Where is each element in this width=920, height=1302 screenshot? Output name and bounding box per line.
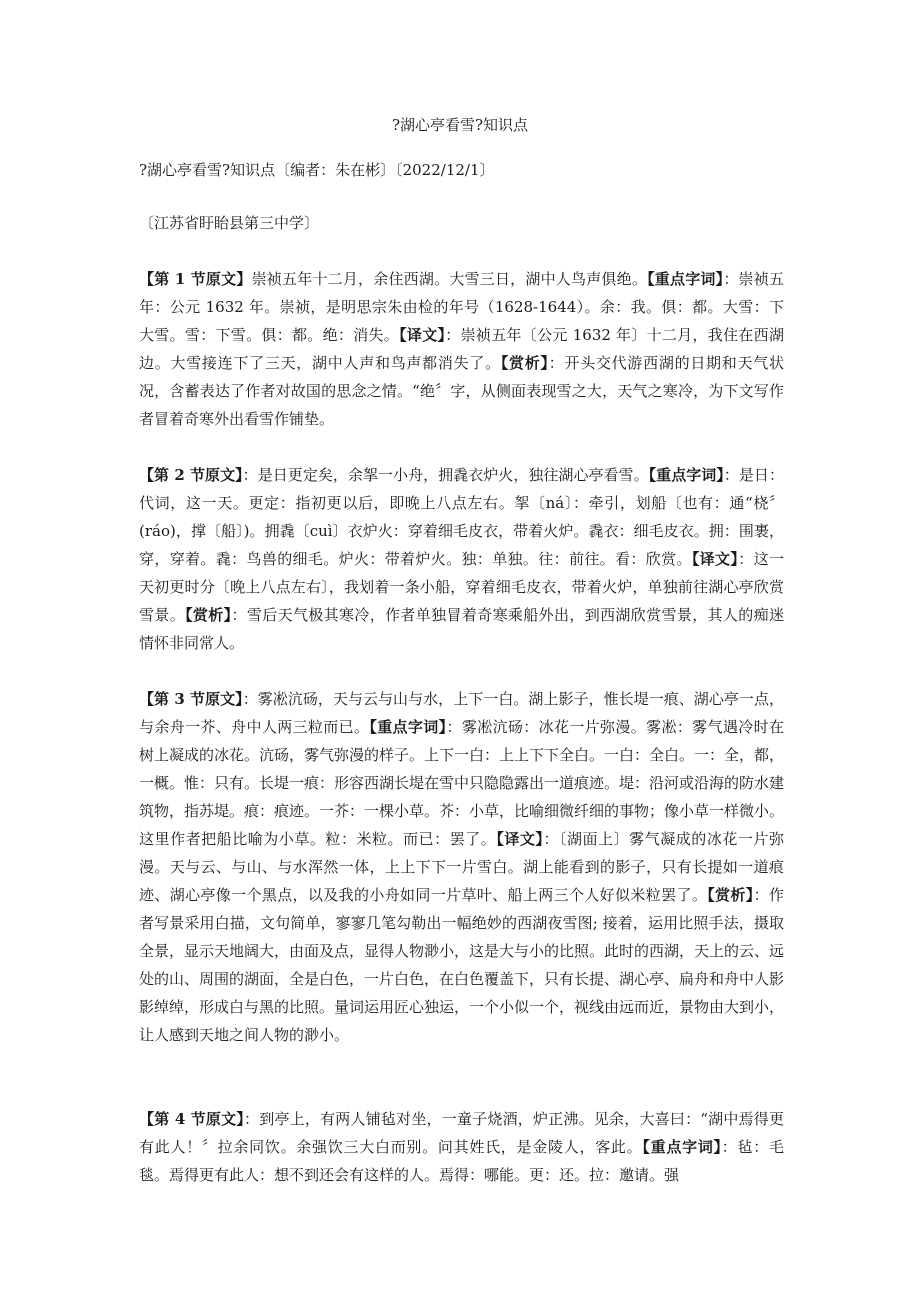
section-text: ：这一天初更时分〔晚上八点左右〕，我划着一条小船，穿着细毛皮衣，带着火炉，单独前往湖心亭欣赏雪景。 [139,550,784,624]
section-heading-marker: 【重点字词】 [647,270,724,288]
section-4-paragraph [139,1105,784,1189]
section-heading-marker: 【赏析】 [707,886,754,904]
section-2-paragraph [139,461,784,657]
section-3-paragraph [139,685,784,1049]
section-text: 崇祯五年十二月，余住西湖。大雪三日，湖中人鸟声俱绝。 [251,270,648,288]
section-text: ：是日更定矣，余挐一小舟，拥毳衣炉火，独往湖心亭看雪。 [242,466,649,484]
section-text: ：毡：毛毯。焉得更有此人：想不到还会有这样的人。焉得：哪能。更：还。拉：邀请。强 [139,1138,784,1184]
section-text: ：雾凇沆砀，天与云与山与水，上下一白。湖上影子，惟长堤一痕、湖心亭一点，与余舟一芥、舟中人两三粒而已。 [139,690,784,736]
section-heading-marker: 【重点字词】 [642,1138,722,1156]
section-text: ：开头交代游西湖的日期和天气状况，含蓄表达了作者对故国的思念之情。“绝〞字，从侧面表现雪之大，天气之寒冷，为下文写作者冒着奇寒外出看雪作铺垫。 [139,354,784,428]
school-name: 〔江苏省盱眙县第三中学〕 [139,214,320,232]
section-text: ：是日：代词，这一天。更定：指初更以后，即晚上八点左右。挐〔ná〕：牵引，划船〔也有：通“桡〞(ráo)，撑〔船〕)。拥毳〔cuì〕衣炉火：穿着细毛皮衣，带着火炉。毳衣：细毛皮衣。拥：围裹，穿，穿着。毳：鸟兽的细毛。炉火：带着炉火。独：单独。往：前往。看：欣赏。 [139,466,784,568]
section-heading-marker: 【译文】 [691,550,739,568]
section-heading-marker: 【赏析】 [185,606,232,624]
section-heading-marker: 【重点字词】 [648,466,724,484]
section-text: ：作者写景采用白描，文句简单，寥寥几笔勾勒出一幅绝妙的西湖夜雪图; 接着，运用比照手法，摄取全景，显示天地阔大，由面及点，显得人物渺小，这是大与小的比照。此时的西湖，天上的云、远处的山、周围的湖面，全是白色，一片白色，在白色覆盖下，只有长提、湖心亭、扁舟和舟中人影影绰绰，形成白与黑的比照。量词运用匠心独运，一个小似一个，视线由远而近，景物由大到小，让人感到天地之间人物的渺小。 [139,886,785,1044]
section-1-paragraph [139,265,784,433]
section-4-label: 【第 4 节原文】 [139,1110,245,1128]
section-text: ：雾凇沆砀：冰花一片弥漫。雾凇：雾气遇冷时在树上凝成的冰花。沆砀，雾气弥漫的样子。上下一白：上上下下全白。一白：全白。一：全，都，一概。惟：只有。长堤一痕：形容西湖长堤在雪中只隐隐露出一道痕迹。堤：沿河或沿海的防水建筑物，指苏堤。痕：痕迹。一芥：一棵小草。芥：小草，比喻细微纤细的事物；像小草一样微小。这里作者把船比喻为小草。粒：米粒。而已：罢了。 [139,718,785,848]
section-text: ：雪后天气极其寒冷，作者单独冒着奇寒乘船外出，到西湖欣赏雪景，其人的痴迷情怀非同常人。 [139,606,784,652]
page-title: ?湖心亭看雪?知识点 [391,116,529,134]
section-heading-marker: 【赏析】 [500,354,549,372]
section-text: ：到亭上，有两人铺毡对坐，一童子烧酒，炉正沸。见余，大喜曰：“湖中焉得更有此人！〞拉余同饮。余强饮三大白而别。问其姓氏，是金陵人，客此。 [139,1110,784,1156]
section-2-label: 【第 2 节原文】 [139,466,243,484]
section-text: ：崇祯五年〔公元 1632 年〕十二月，我住在西湖边。大雪接连下了三天，湖中人声和鸟声都消失了。 [139,326,784,372]
section-1-label: 【第 1 节原文】 [139,270,252,288]
section-3-label: 【第 3 节原文】 [139,690,243,708]
section-heading-marker: 【译文】 [496,830,544,848]
section-text: ：崇祯五年：公元 1632 年。崇祯，是明思宗朱由检的年号（1628-1644）。余：我。俱：都。大雪：下大雪。雪：下雪。俱：都。绝：消失。 [139,270,784,344]
section-heading-marker: 【译文】 [399,326,446,344]
section-heading-marker: 【重点字词】 [369,718,447,736]
section-text: ：〔湖面上〕雾气凝成的冰花一片弥漫。天与云、与山、与水浑然一体，上上下下一片雪白。湖上能看到的影子，只有长提如一道痕迹、湖心亭像一个黑点，以及我的小舟如同一片草叶、船上两三个人好似米粒罢了。 [139,830,784,904]
document-subtitle: ?湖心亭看雪?知识点〔编者：朱在彬〕〔2022/12/1〕 [139,161,495,179]
